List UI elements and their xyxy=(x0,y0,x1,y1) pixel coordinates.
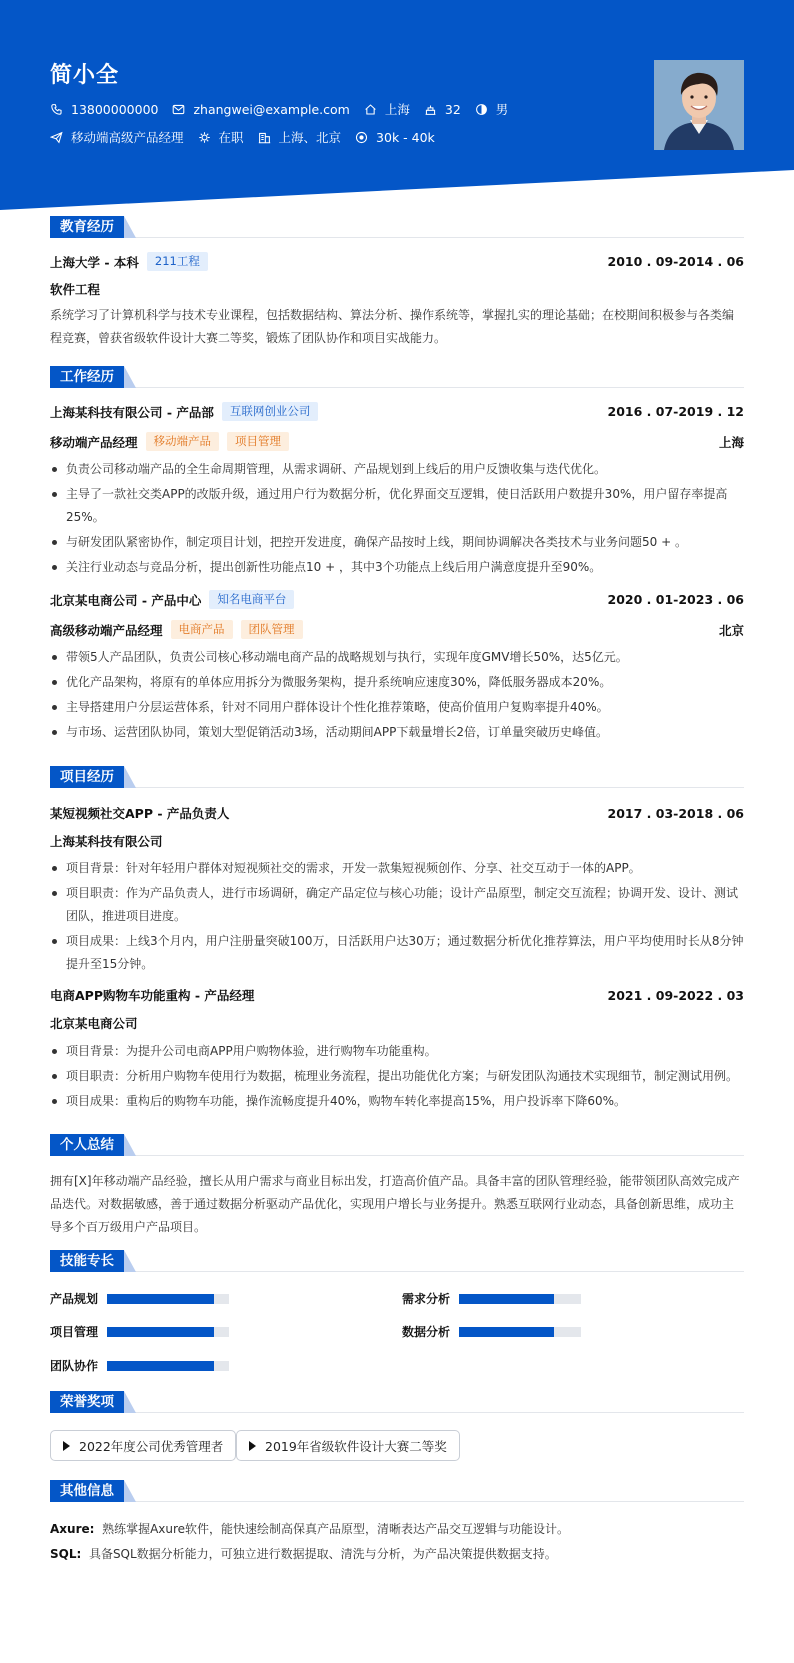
phone-item xyxy=(50,102,158,117)
company-tag: 知名电商平台 xyxy=(209,590,294,609)
section-projects-header xyxy=(50,766,744,788)
award-text: 2022年度公司优秀管理者 xyxy=(79,1438,224,1454)
project-company: 北京某电商公司 xyxy=(50,1016,138,1031)
section-divider xyxy=(50,1501,744,1502)
contact-row xyxy=(50,100,522,118)
phone-text: 13800000000 xyxy=(71,101,159,117)
work-company-row xyxy=(50,590,744,609)
skill-bar-fill xyxy=(459,1294,554,1304)
major: 软件工程 xyxy=(50,282,101,297)
project-period: 2017 . 03-2018 . 06 xyxy=(607,805,744,821)
list-item: 项目背景：针对年轻用户群体对短视频社交的需求，开发一款集短视频创作、分享、社交互动于一体的APP。 xyxy=(50,857,744,880)
gender-icon xyxy=(475,103,488,116)
work-period: 2020 . 01-2023 . 06 xyxy=(607,592,744,607)
work-role-row xyxy=(50,432,744,451)
list-item: 项目职责：分析用户购物车使用行为数据，梳理业务流程，提出功能优化方案；与研发团队沟通技术实现细节，制定测试用例。 xyxy=(50,1065,744,1088)
award-badge xyxy=(50,1430,236,1461)
email-text: zhangwei@example.com xyxy=(193,101,350,117)
other-info-label: Axure: xyxy=(50,1522,95,1536)
age-text: 32 xyxy=(444,101,461,117)
other-info-label: SQL: xyxy=(50,1547,82,1561)
profile-photo xyxy=(654,60,744,150)
company-name: 北京某电商公司 - 产品中心 xyxy=(50,592,202,608)
other-info-item xyxy=(50,1545,744,1563)
status-icon xyxy=(198,131,211,144)
gender-text: 男 xyxy=(495,102,509,117)
work-bullets xyxy=(50,646,744,746)
skill-name: 团队协作 xyxy=(50,1359,99,1373)
work-city: 上海 xyxy=(718,434,744,450)
target-role-text: 移动端高级产品经理 xyxy=(71,130,184,145)
list-item: 项目成果：重构后的购物车功能，操作流畅度提升40%，购物车转化率提高15%，用户投诉率下降60%。 xyxy=(50,1090,744,1113)
gender-item xyxy=(475,100,509,118)
work-period: 2016 . 07-2019 . 12 xyxy=(607,404,744,419)
email-item xyxy=(172,102,349,117)
education-description: 系统学习了计算机科学与技术专业课程，包括数据结构、算法分析、操作系统等，掌握扎实的理论基础；在校期间积极参与各类编程竞赛，曾获省级软件设计大赛二等奖，锻炼了团队协作和项目实战能力。 xyxy=(50,308,735,345)
mail-icon xyxy=(172,103,185,116)
skill-item xyxy=(50,1290,229,1307)
role-name: 移动端产品经理 xyxy=(50,434,138,450)
skill-name: 项目管理 xyxy=(50,1325,99,1339)
skill-bar xyxy=(107,1327,229,1337)
job-intent-row xyxy=(50,128,449,146)
skill-bar xyxy=(107,1361,229,1371)
status-item xyxy=(198,128,244,146)
play-icon xyxy=(63,1441,70,1451)
list-item: 关注行业动态与竞品分析，提出创新性功能点10 + ，其中3个功能点上线后用户满意度提升至90%。 xyxy=(50,556,744,579)
other-info-text: 熟练掌握Axure软件，能快速绘制高保真产品原型，清晰表达产品交互逻辑与功能设计。 xyxy=(102,1522,570,1536)
section-divider xyxy=(50,387,744,388)
award-badge xyxy=(236,1430,460,1461)
age-item xyxy=(424,102,461,117)
building-icon xyxy=(258,131,271,144)
other-info-item xyxy=(50,1520,744,1538)
target-role-item xyxy=(50,128,184,146)
status-text: 在职 xyxy=(218,130,244,145)
section-title: 项目经历 xyxy=(50,766,124,788)
work-city: 北京 xyxy=(718,622,744,638)
role-tag: 团队管理 xyxy=(241,620,303,639)
skill-name: 需求分析 xyxy=(402,1292,451,1306)
project-header-row xyxy=(50,986,744,1004)
age-icon xyxy=(424,103,437,116)
skill-bar xyxy=(107,1294,229,1304)
skill-item xyxy=(402,1290,581,1307)
list-item: 带领5人产品团队，负责公司核心移动端电商产品的战略规划与执行，实现年度GMV增长50%，达5亿元。 xyxy=(50,646,744,669)
project-bullets xyxy=(50,857,744,978)
skill-item xyxy=(402,1323,581,1340)
list-item: 优化产品架构，将原有的单体应用拆分为微服务架构，提升系统响应速度30%，降低服务器成本20%。 xyxy=(50,671,744,694)
skill-item xyxy=(50,1323,229,1340)
section-title: 教育经历 xyxy=(50,216,124,238)
section-divider xyxy=(50,1412,744,1413)
section-divider xyxy=(50,1271,744,1272)
project-company-row xyxy=(50,832,744,850)
phone-icon xyxy=(50,103,63,116)
salary-icon xyxy=(355,131,368,144)
company-tag: 互联网创业公司 xyxy=(222,402,319,421)
skill-bar xyxy=(459,1294,581,1304)
section-title: 技能专长 xyxy=(50,1250,124,1272)
project-name: 电商APP购物车功能重构 - 产品经理 xyxy=(50,988,255,1003)
salary-item xyxy=(355,130,435,145)
project-company: 上海某科技有限公司 xyxy=(50,834,163,849)
list-item: 主导了一款社交类APP的改版升级，通过用户行为数据分析，优化界面交互逻辑，使日活跃用户数提升30%，用户留存率提高25%。 xyxy=(50,483,744,529)
work-role-row xyxy=(50,620,744,639)
section-skills-header xyxy=(50,1250,744,1272)
skill-bar-fill xyxy=(459,1327,554,1337)
list-item: 项目背景：为提升公司电商APP用户购物体验，进行购物车功能重构。 xyxy=(50,1040,744,1063)
project-company-row xyxy=(50,1014,744,1032)
project-header-row xyxy=(50,804,744,822)
skill-name: 数据分析 xyxy=(402,1325,451,1339)
skill-item xyxy=(50,1357,229,1374)
target-city-text: 上海、北京 xyxy=(278,130,342,145)
section-divider xyxy=(50,787,744,788)
section-title: 工作经历 xyxy=(50,366,124,388)
other-info-text: 具备SQL数据分析能力，可独立进行数据提取、清洗与分析，为产品决策提供数据支持。 xyxy=(88,1547,557,1561)
list-item: 项目职责：作为产品负责人，进行市场调研，确定产品定位与核心功能；设计产品原型，制定交互流程；协调开发、设计、测试团队，推进项目进度。 xyxy=(50,882,744,928)
section-title: 其他信息 xyxy=(50,1480,124,1502)
skill-bar-fill xyxy=(107,1361,214,1371)
candidate-name: 简小全 xyxy=(50,63,120,88)
section-summary-header xyxy=(50,1134,744,1156)
location-text: 上海 xyxy=(384,102,410,117)
send-icon xyxy=(50,131,63,144)
section-work-header xyxy=(50,366,744,388)
education-period: 2010 . 09-2014 . 06 xyxy=(607,254,744,269)
role-name: 高级移动端产品经理 xyxy=(50,622,163,638)
role-tag: 项目管理 xyxy=(227,432,289,451)
role-tag: 移动端产品 xyxy=(146,432,220,451)
target-city-item xyxy=(258,128,342,146)
education-header-row xyxy=(50,252,744,271)
section-title: 个人总结 xyxy=(50,1134,124,1156)
skill-bar-fill xyxy=(107,1327,214,1337)
list-item: 主导搭建用户分层运营体系，针对不同用户群体设计个性化推荐策略，使高价值用户复购率提升40%。 xyxy=(50,696,744,719)
section-divider xyxy=(50,237,744,238)
salary-text: 30k - 40k xyxy=(376,129,435,145)
skill-bar-fill xyxy=(107,1294,214,1304)
list-item: 与研发团队紧密协作，制定项目计划，把控开发进度，确保产品按时上线，期间协调解决各类技术与业务问题50 + 。 xyxy=(50,531,744,554)
work-company-row xyxy=(50,402,744,421)
location-item xyxy=(364,100,410,118)
award-text: 2019年省级软件设计大赛二等奖 xyxy=(265,1438,447,1454)
project-period: 2021 . 09-2022 . 03 xyxy=(607,987,744,1003)
section-other-header xyxy=(50,1480,744,1502)
school-name: 上海大学 - 本科 xyxy=(50,254,139,270)
list-item: 负责公司移动端产品的全生命周期管理，从需求调研、产品规划到上线后的用户反馈收集与迭代优化。 xyxy=(50,458,744,481)
school-tag: 211工程 xyxy=(147,252,208,271)
play-icon xyxy=(249,1441,256,1451)
list-item: 与市场、运营团队协同，策划大型促销活动3场，活动期间APP下载量增长2倍，订单量突破历史峰值。 xyxy=(50,721,744,744)
major-row xyxy=(50,280,744,298)
company-name: 上海某科技有限公司 - 产品部 xyxy=(50,404,214,420)
section-divider xyxy=(50,1155,744,1156)
home-icon xyxy=(364,103,377,116)
project-name: 某短视频社交APP - 产品负责人 xyxy=(50,806,230,821)
section-education-header xyxy=(50,216,744,238)
section-awards-header xyxy=(50,1391,744,1413)
skill-bar xyxy=(459,1327,581,1337)
work-bullets xyxy=(50,458,744,581)
project-bullets xyxy=(50,1040,744,1115)
skill-name: 产品规划 xyxy=(50,1292,99,1306)
list-item: 项目成果：上线3个月内，用户注册量突破100万，日活跃用户达30万；通过数据分析优化推荐算法，用户平均使用时长从8分钟提升至15分钟。 xyxy=(50,930,744,976)
role-tag: 电商产品 xyxy=(171,620,233,639)
summary-text: 拥有[X]年移动端产品经验，擅长从用户需求与商业目标出发，打造高价值产品。具备丰富的团队管理经验，能带领团队高效完成产品迭代。对数据敏感，善于通过数据分析驱动产品优化，实现用户增长与业务提升。熟悉互联网行业动态，具备创新思维，成功主导多个百万级用户产品项目。 xyxy=(50,1174,740,1234)
section-title: 荣誉奖项 xyxy=(50,1391,124,1413)
